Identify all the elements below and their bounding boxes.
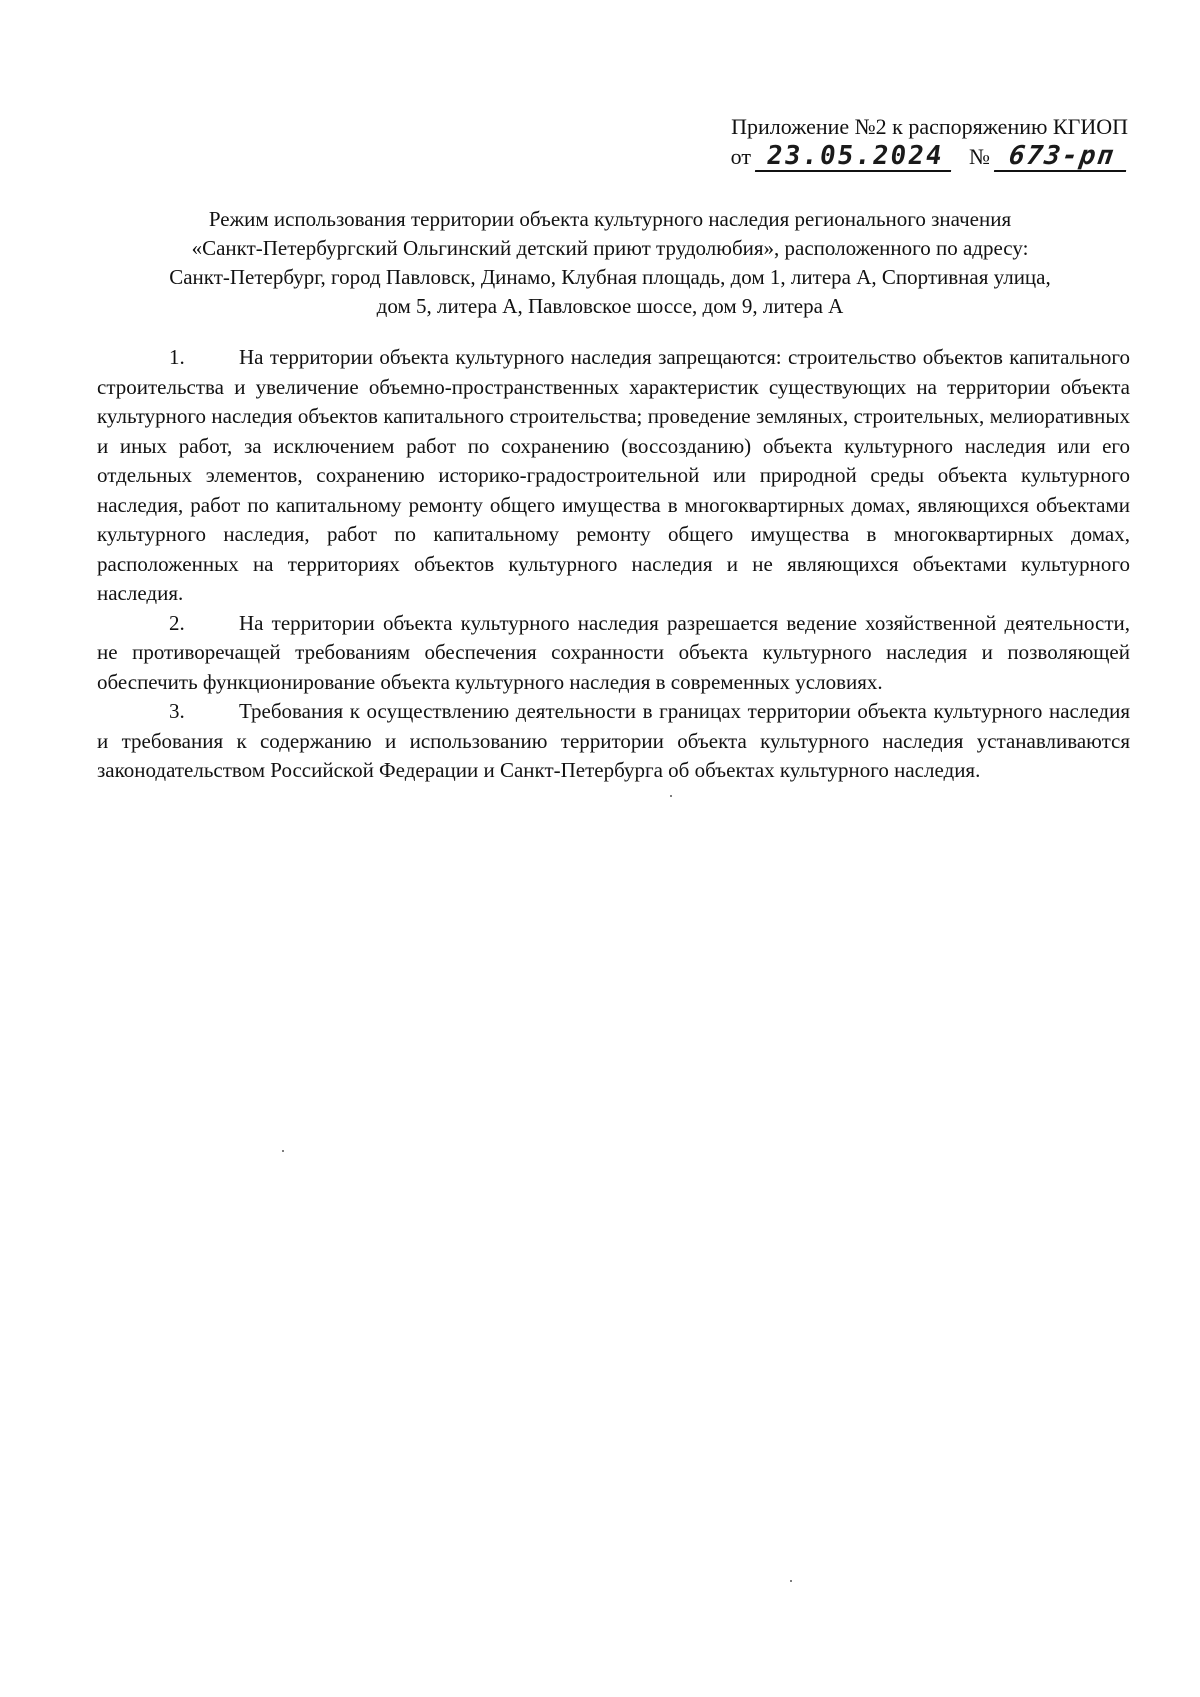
from-label: от xyxy=(730,144,751,169)
document-body xyxy=(97,343,1130,786)
document-title xyxy=(90,205,1130,321)
title-line-3: Санкт-Петербург, город Павловск, Динамо, Клубная площадь, дом 1, литера А, Спортивная улица, xyxy=(169,265,1051,289)
appendix-header xyxy=(608,112,1128,172)
title-line-1: Режим использования территории объекта культурного наследия регионального значения xyxy=(208,207,1012,231)
paragraph-text: На территории объекта культурного наследия разрешается ведение хозяйственной деятельности, не противоречащей требованиям обеспечения сохранности объекта культурного наследия и позволяющей обеспечить функционирование объекта культурного наследия в современных условиях. xyxy=(97,610,1130,694)
paragraph-number: 1. xyxy=(169,345,185,369)
order-reference xyxy=(608,142,1128,172)
paragraph-number: 2. xyxy=(169,610,185,635)
scan-speck xyxy=(670,795,672,797)
paragraph-2 xyxy=(97,609,1130,698)
paragraph-text: Требования к осуществлению деятельности в границах территории объекта культурного наследия и требования к содержанию и использованию территории объекта культурного наследия устанавливаются законодательством Российской Федерации и Санкт-Петербурга об объектах культурного наследия. xyxy=(97,699,1130,782)
paragraph-3 xyxy=(97,697,1130,786)
paragraph-number: 3. xyxy=(169,699,185,723)
title-line-4: дом 5, литера А, Павловское шоссе, дом 9, литера А xyxy=(376,294,844,318)
paragraph-1 xyxy=(97,343,1130,609)
scan-speck xyxy=(790,1580,792,1582)
handwritten-order-number: 673-рп xyxy=(994,142,1130,172)
scan-speck xyxy=(282,1150,284,1152)
paragraph-text: На территории объекта культурного наследия запрещаются: строительство объектов капитального строительства и увеличение объемно-пространственных характеристик существующих на территории объекта культурного наследия объектов капитального строительства; проведение земляных, строительных, мелиоративных и иных работ, за исключением работ по сохранению (воссозданию) объекта культурного наследия или его отдельных элементов, сохранению историко-градостроительной или природной среды объекта культурного наследия, работ по капитальному ремонту общего имущества в многоквартирных домах, являющихся объектами культурного наследия, работ по капитальному ремонту общего имущества в многоквартирных домах, расположенных на территориях объектов культурного наследия и не являющихся объектами культурного наследия. xyxy=(97,345,1130,605)
handwritten-date: 23.05.2024 xyxy=(755,142,955,172)
appendix-title: Приложение №2 к распоряжению КГИОП xyxy=(731,114,1128,139)
title-line-2: «Санкт-Петербургский Ольгинский детский приют трудолюбия», расположенного по адресу: xyxy=(191,236,1029,260)
number-label: № xyxy=(969,144,990,169)
